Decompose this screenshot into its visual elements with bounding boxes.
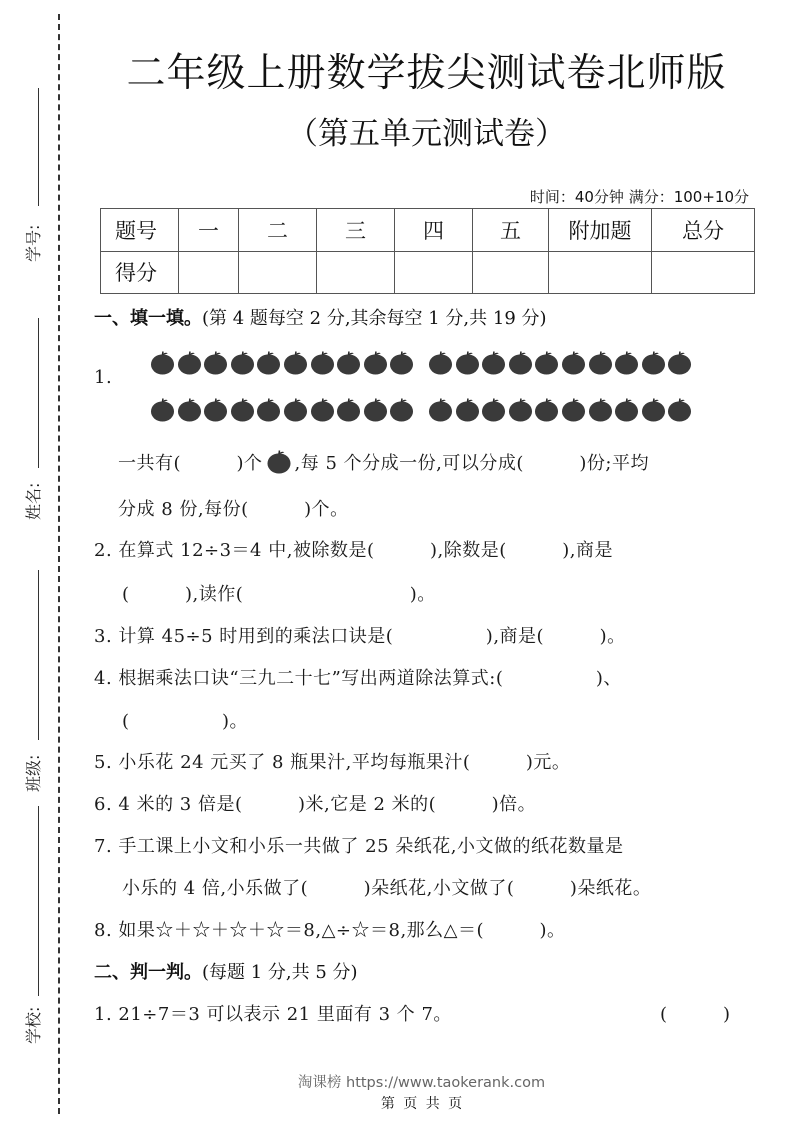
apple-icon: [508, 351, 533, 375]
cell-bonus: 附加题: [549, 209, 652, 252]
cell-section-3: 三: [317, 209, 395, 252]
apple-icon: [177, 398, 202, 422]
apple-icon: [150, 398, 175, 422]
apple-icon: [336, 351, 361, 375]
apple-icon: [614, 398, 639, 422]
cell-section-5: 五: [473, 209, 549, 252]
apple-icon: [561, 398, 586, 422]
q1-line1: [118, 449, 649, 475]
footer-site: 淘课榜 https://www.taokerank.com: [297, 1075, 546, 1091]
score-input-3[interactable]: [317, 251, 395, 294]
apple-icon: [534, 398, 559, 422]
footer-page-number: 第 页 共 页: [380, 1096, 463, 1112]
school-rule: [38, 806, 39, 996]
apple-icon: [561, 351, 586, 375]
apple-icon: [363, 351, 388, 375]
section1-note: (第 4 题每空 2 分,其余每空 1 分,共 19 分): [202, 308, 547, 329]
class-label: 班级:: [24, 754, 43, 792]
apple-icon: [283, 351, 308, 375]
q1-text-a: 一共有( )个: [118, 453, 263, 474]
score-table-score-row: [101, 251, 755, 294]
apple-icon: [203, 398, 228, 422]
cell-section-4: 四: [395, 209, 473, 252]
apple-icon: [150, 351, 175, 375]
cell-question-no: 题号: [101, 209, 179, 252]
q7-line1: 7. 手工课上小文和小乐一共做了 25 朵纸花,小文做的纸花数量是: [94, 836, 624, 857]
q2-line1: 2. 在算式 12÷3＝4 中,被除数是( ),除数是( ),商是: [94, 540, 613, 561]
apple-icon: [455, 398, 480, 422]
apple-icon: [667, 351, 692, 375]
class-rule: [38, 570, 39, 740]
q8: 8. 如果☆＋☆＋☆＋☆＝8,△÷☆＝8,那么△＝( )。: [94, 920, 566, 941]
cell-total: 总分: [652, 209, 755, 252]
apple-icon: [363, 398, 388, 422]
q3: 3. 计算 45÷5 时用到的乘法口诀是( ),商是( )。: [94, 626, 626, 647]
apple-icon: [667, 398, 692, 422]
apple-icon: [534, 351, 559, 375]
q1-text-b: ,每 5 个分成一份,可以分成( )份;平均: [294, 453, 649, 474]
s2-q1-answer-box[interactable]: ( ): [660, 1004, 731, 1025]
page-title: 二年级上册数学拔尖测试卷北师版: [126, 51, 727, 96]
q7-line2: 小乐的 4 倍,小乐做了( )朵纸花,小文做了( )朵纸花。: [122, 878, 652, 899]
apple-icon: [283, 398, 308, 422]
q1-line2: 分成 8 份,每份( )个。: [118, 499, 349, 520]
apple-icon: [481, 398, 506, 422]
student-id-label: 学号:: [24, 224, 43, 262]
q6: 6. 4 米的 3 倍是( )米,它是 2 米的( )倍。: [94, 794, 537, 815]
apple-icon: [177, 351, 202, 375]
apple-icon: [428, 351, 453, 375]
q1-number: 1.: [94, 367, 113, 388]
q4-line1: 4. 根据乘法口诀“三九二十七”写出两道除法算式:( )、: [94, 668, 622, 689]
apple-icon: [588, 398, 613, 422]
apple-icon: [641, 398, 666, 422]
name-rule: [38, 318, 39, 468]
apple-icon: [310, 351, 335, 375]
apple-icon: [389, 398, 414, 422]
apple-icon: [310, 398, 335, 422]
score-input-1[interactable]: [179, 251, 239, 294]
school-label: 学校:: [24, 1006, 43, 1044]
score-input-bonus[interactable]: [549, 251, 652, 294]
section1-heading: 一、填一填。: [94, 308, 202, 329]
apple-icon: [336, 398, 361, 422]
apple-icon: [428, 398, 453, 422]
apple-icon: [389, 351, 414, 375]
cut-line: [58, 14, 60, 1114]
exam-meta: 时间：40分钟 满分：100+10分: [529, 188, 749, 206]
apple-icon: [455, 351, 480, 375]
section2-note: (每题 1 分,共 5 分): [202, 962, 358, 983]
apple-icon: [588, 351, 613, 375]
score-input-5[interactable]: [473, 251, 549, 294]
page-subtitle: （第五单元测试卷）: [287, 116, 566, 152]
apple-icon: [256, 351, 281, 375]
apple-icon: [203, 351, 228, 375]
q4-line2: ( )。: [122, 711, 249, 732]
apple-icon: [614, 351, 639, 375]
name-label: 姓名:: [24, 482, 43, 520]
q2-line2: ( ),读作( )。: [122, 584, 436, 605]
section2-heading: 二、判一判。: [94, 962, 202, 983]
score-table: [100, 208, 755, 294]
cell-section-1: 一: [179, 209, 239, 252]
section2-heading-row: [94, 958, 358, 984]
apple-icon: [508, 398, 533, 422]
score-input-total[interactable]: [652, 251, 755, 294]
section1-heading-row: [94, 304, 547, 330]
cell-score-label: 得分: [101, 251, 179, 294]
apple-icon: [267, 450, 291, 474]
apple-icon: [230, 398, 255, 422]
apple-icon: [641, 351, 666, 375]
s2-q1: 1. 21÷7＝3 可以表示 21 里面有 3 个 7。: [94, 1004, 452, 1025]
score-input-4[interactable]: [395, 251, 473, 294]
cell-section-2: 二: [239, 209, 317, 252]
apple-icon: [481, 351, 506, 375]
score-input-2[interactable]: [239, 251, 317, 294]
score-table-header-row: [101, 209, 755, 252]
q5: 5. 小乐花 24 元买了 8 瓶果汁,平均每瓶果汁( )元。: [94, 752, 571, 773]
apple-icon: [230, 351, 255, 375]
apple-icon: [256, 398, 281, 422]
